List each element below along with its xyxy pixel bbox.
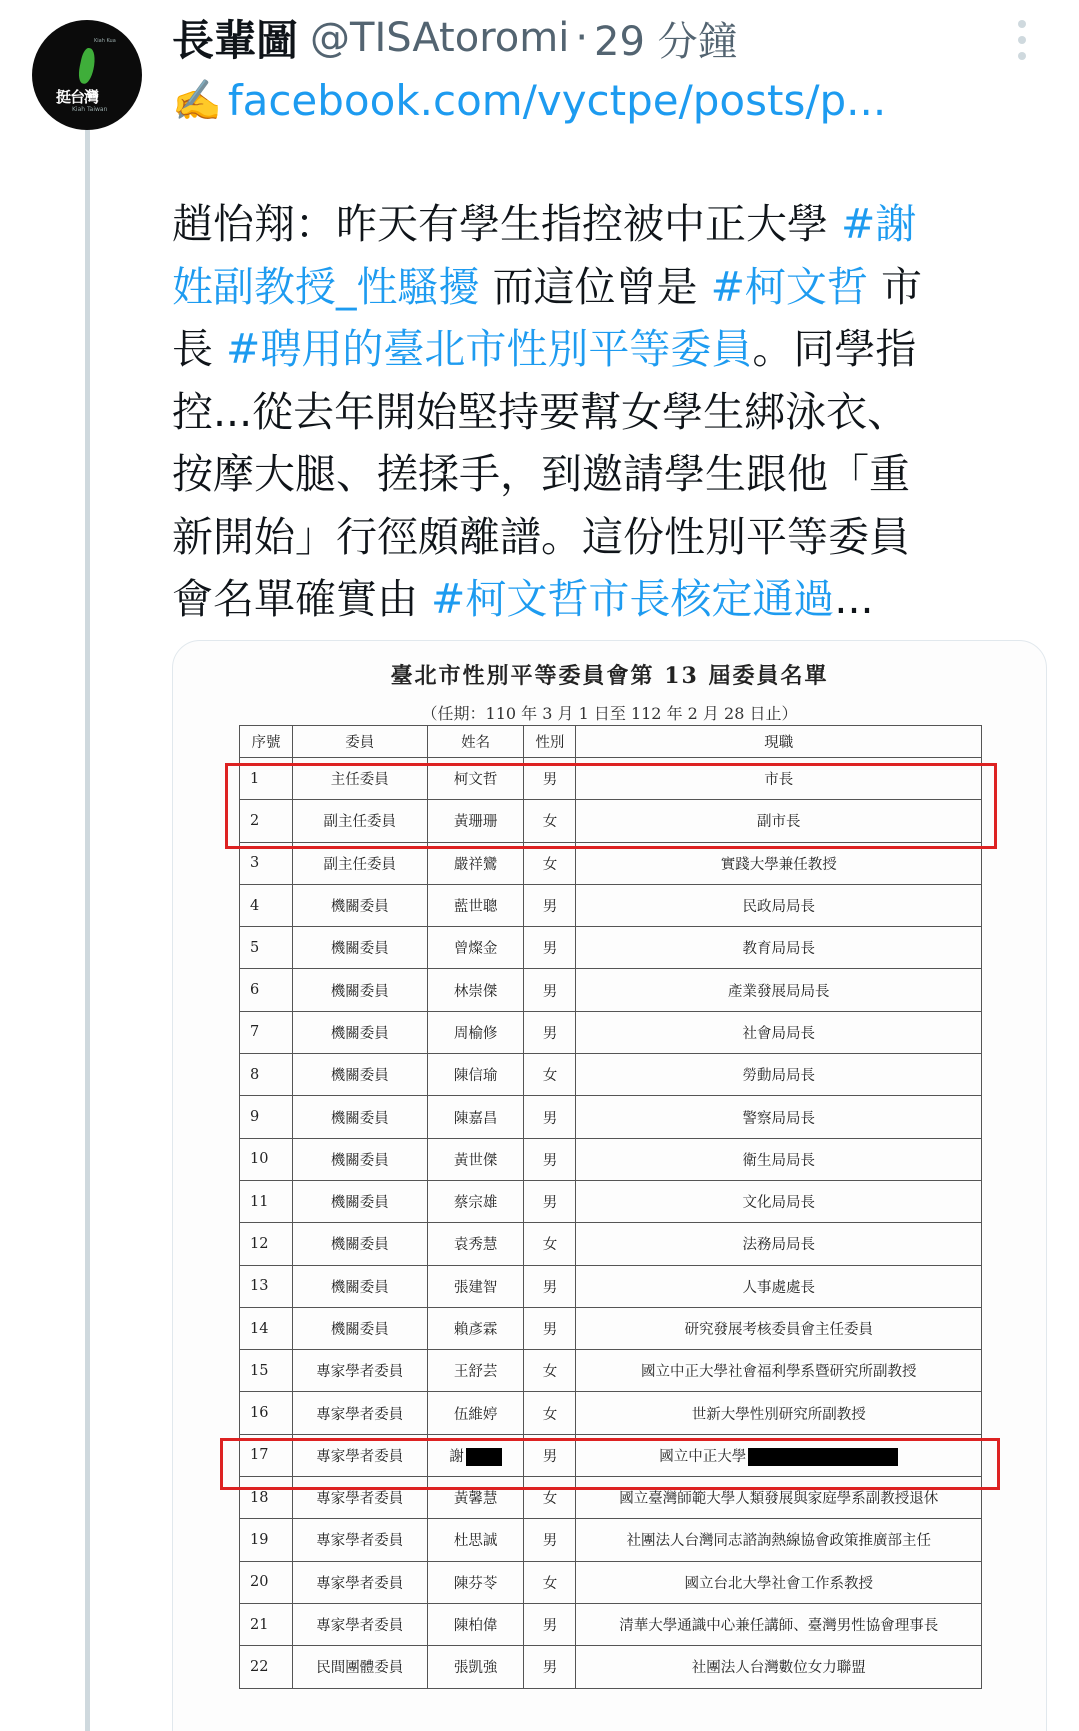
table-cell [240, 1350, 293, 1392]
table-cell-text: 市長 [764, 772, 794, 789]
table-cell-text: 14 [250, 1320, 269, 1337]
table-cell [524, 1392, 576, 1434]
tweet-body-line [172, 318, 1042, 381]
table-cell [292, 1519, 427, 1561]
table-cell [576, 1180, 982, 1222]
table-cell [524, 1223, 576, 1265]
table-cell [240, 884, 293, 926]
table-row [240, 1223, 982, 1265]
table-cell [576, 1054, 982, 1096]
table-cell [240, 1307, 293, 1349]
table-cell-text: 男 [542, 1322, 558, 1338]
table-cell [524, 1011, 576, 1053]
body-text-segment: 會名單確實由 [172, 575, 432, 623]
table-cell [427, 1223, 524, 1265]
table-cell [240, 969, 293, 1011]
table-cell-text: 王舒芸 [453, 1364, 498, 1381]
table-cell [524, 927, 576, 969]
table-cell [292, 1561, 427, 1603]
table-cell [524, 969, 576, 1011]
table-cell [576, 1223, 982, 1265]
link-line [172, 72, 886, 128]
table-cell [524, 1350, 576, 1392]
table-cell [524, 1265, 576, 1307]
table-cell-text: 衛生局局長 [742, 1152, 815, 1169]
table-cell-text: 專家學者委員 [316, 1618, 404, 1635]
hashtag-link[interactable]: #謝 [841, 200, 917, 248]
table-cell-text: 社會局局長 [742, 1025, 815, 1042]
table-cell-text: 曾燦金 [453, 941, 498, 958]
table-cell-text: 陳嘉昌 [453, 1110, 498, 1127]
table-cell-text: 警察局局長 [742, 1110, 815, 1127]
table-cell-text: 13 [250, 1278, 269, 1295]
table-cell [427, 1138, 524, 1180]
table-cell [576, 1138, 982, 1180]
table-cell [240, 1223, 293, 1265]
table-cell-text: 12 [250, 1235, 269, 1252]
table-cell-text: 袁秀慧 [453, 1237, 498, 1254]
tweet-timestamp[interactable]: 29 分鐘 [594, 18, 738, 65]
table-cell [427, 884, 524, 926]
body-text-segment: 長 [172, 325, 227, 373]
table-cell-text: 文化局局長 [742, 1195, 815, 1212]
table-cell [240, 1646, 293, 1688]
table-cell-text: 4 [250, 897, 260, 914]
table-cell-text: 男 [542, 1448, 558, 1465]
table-cell-text: 黃世傑 [453, 1152, 498, 1169]
table-cell [427, 927, 524, 969]
table-cell [292, 1603, 427, 1645]
table-cell-text: 張凱強 [453, 1660, 498, 1677]
table-cell-text: 16 [250, 1405, 269, 1422]
table-cell [524, 1519, 576, 1561]
table-cell-text: 17 [250, 1447, 269, 1464]
table-cell-text: 男 [542, 1660, 558, 1677]
table-cell-text: 22 [250, 1658, 269, 1675]
table-cell-text: 2 [250, 812, 260, 829]
table-cell-text: 機關委員 [330, 1068, 389, 1085]
table-cell-text: 女 [542, 1364, 558, 1381]
table-cell-text: 5 [250, 939, 260, 956]
table-row [240, 1138, 982, 1180]
table-cell [427, 1265, 524, 1307]
tweet-body-line [172, 443, 1042, 506]
table-cell-text: 18 [250, 1489, 269, 1506]
table-cell [292, 1265, 427, 1307]
table-cell [524, 1307, 576, 1349]
table-cell-text: 藍世聰 [453, 899, 498, 916]
table-cell-text: 女 [542, 1491, 558, 1508]
table-cell-text: 陳柏偉 [453, 1618, 498, 1635]
table-cell-text: 專家學者委員 [316, 1364, 404, 1381]
table-cell [292, 1054, 427, 1096]
table-cell [524, 884, 576, 926]
table-cell-text: 陳信瑜 [453, 1068, 498, 1085]
table-cell-text: 專家學者委員 [316, 1406, 404, 1423]
table-cell-text: 法務局局長 [742, 1237, 815, 1254]
table-cell-text: 機關委員 [330, 1195, 389, 1212]
table-cell-text: 7 [250, 1024, 260, 1041]
body-text-segment: 控...從去年開始堅持要幫女學生綁泳衣、 [172, 387, 909, 436]
table-row [240, 969, 982, 1011]
table-cell-text: 社團法人台灣同志諮詢熱線協會政策推廣部主任 [626, 1533, 931, 1550]
table-row [240, 1519, 982, 1561]
body-text-segment: 按摩大腿、搓揉手，到邀請學生跟他「重 [172, 450, 910, 498]
table-cell-text: 民政局局長 [742, 899, 815, 916]
table-cell-text: 女 [542, 1575, 558, 1592]
table-cell-text: 專家學者委員 [316, 1575, 404, 1592]
table-cell-text: 副主任委員 [323, 814, 397, 831]
table-row [240, 1096, 982, 1138]
table-cell [292, 1350, 427, 1392]
avatar-top-text: Kiah Kua [94, 38, 116, 44]
table-cell [427, 1054, 524, 1096]
table-cell [240, 1138, 293, 1180]
hashtag-link[interactable]: #柯文哲 [710, 262, 868, 311]
taiwan-map-icon [76, 47, 97, 85]
table-cell [292, 1307, 427, 1349]
table-cell-text: 女 [542, 1406, 558, 1423]
table-cell-text: 蔡宗雄 [453, 1195, 498, 1212]
table-cell [292, 1180, 427, 1222]
table-cell-text: 機關委員 [330, 1110, 389, 1127]
table-row [240, 1392, 982, 1434]
table-cell-text: 專家學者委員 [316, 1448, 404, 1465]
table-cell-text: 機關委員 [330, 1322, 389, 1338]
table-cell [292, 1646, 427, 1688]
table-cell-text: 研究發展考核委員會主任委員 [684, 1322, 873, 1338]
tweet-header [172, 8, 738, 68]
table-cell-text: 機關委員 [330, 941, 389, 958]
avatar-logo-text: 挺台灣 [56, 88, 99, 106]
table-cell [292, 884, 427, 926]
table-row [240, 1350, 982, 1392]
table-cell-text: 人事處處長 [742, 1279, 815, 1296]
table-cell [427, 1392, 524, 1434]
table-cell-text: 副主任委員 [323, 856, 397, 873]
table-cell-text: 柯文哲 [453, 772, 498, 789]
table-cell [576, 1350, 982, 1392]
table-cell [292, 1011, 427, 1053]
table-row [240, 1561, 982, 1603]
table-cell-text: 男 [542, 983, 558, 1000]
table-cell [524, 1603, 576, 1645]
table-cell-text: 社團法人台灣數位女力聯盟 [691, 1660, 866, 1677]
table-cell [427, 1603, 524, 1645]
table-cell-text: 1 [250, 770, 260, 787]
table-row [240, 1180, 982, 1222]
table-cell-text: 女 [542, 1237, 558, 1254]
highlight-box-accused [220, 1438, 1000, 1490]
table-cell-text: 清華大學通識中心兼任講師、臺灣男性協會理事長 [619, 1618, 939, 1635]
table-cell [292, 969, 427, 1011]
table-cell [576, 969, 982, 1011]
table-cell-text: 11 [250, 1193, 269, 1210]
table-row [240, 1307, 982, 1349]
table-cell [576, 1603, 982, 1645]
table-cell-text: 張建智 [453, 1279, 498, 1296]
table-cell-text: 男 [542, 1279, 558, 1296]
table-cell-text: 民間團體委員 [316, 1660, 404, 1677]
table-cell [524, 1561, 576, 1603]
table-cell-text: 6 [250, 982, 260, 999]
tweet-body-line [172, 193, 1042, 256]
table-cell [524, 1180, 576, 1222]
table-row [240, 1054, 982, 1096]
table-cell-text: 教育局局長 [742, 941, 815, 958]
hashtag-link[interactable]: #聘用的臺北市性別平等委員 [226, 325, 753, 373]
table-cell-text: 8 [250, 1066, 260, 1083]
table-cell-text: 機關委員 [330, 983, 389, 1000]
table-cell [576, 927, 982, 969]
table-cell-text: 男 [542, 772, 558, 789]
table-header-cell: 序號 [240, 726, 293, 758]
table-cell [427, 1519, 524, 1561]
table-cell [427, 1096, 524, 1138]
table-cell-text: 男 [542, 1195, 558, 1212]
table-cell-text: 產業發展局局長 [727, 983, 830, 1000]
body-text-segment: ... [834, 575, 874, 623]
highlight-box-mayor [225, 763, 997, 849]
table-cell-text: 嚴祥鸞 [453, 856, 498, 873]
table-cell-text: 專家學者委員 [316, 1533, 404, 1550]
table-cell [240, 1561, 293, 1603]
tweet-body-line [172, 506, 1042, 569]
table-cell [427, 1180, 524, 1222]
table-row [240, 884, 982, 926]
table-cell-text: 機關委員 [330, 899, 389, 916]
table-cell-text: 女 [542, 856, 558, 873]
table-cell-text: 伍維婷 [453, 1406, 498, 1423]
table-cell-text: 機關委員 [330, 1279, 389, 1296]
table-cell [240, 927, 293, 969]
table-cell-text: 9 [250, 1109, 260, 1126]
body-text-segment: 而這位曾是 [479, 262, 711, 311]
tweet-body-line [172, 256, 1042, 319]
body-text-segment: 新開始」行徑頗離譜。這份性別平等委員 [172, 512, 910, 561]
tweet-body-line [172, 568, 1042, 631]
table-cell-text: 男 [542, 1110, 558, 1127]
table-cell [427, 1646, 524, 1688]
table-cell [576, 1561, 982, 1603]
table-cell-text: 3 [250, 855, 260, 872]
more-options-icon[interactable] [1016, 20, 1028, 60]
table-cell-text: 男 [542, 941, 558, 958]
table-cell-text: 國立中正大學社會福利學系暨研究所副教授 [640, 1364, 917, 1381]
table-header-cell: 現職 [576, 726, 982, 758]
user-handle[interactable]: @TISAtoromi [310, 15, 570, 61]
table-cell [240, 1011, 293, 1053]
table-cell [240, 1096, 293, 1138]
table-cell-text: 專家學者委員 [316, 1491, 404, 1508]
table-row [240, 1646, 982, 1688]
hashtag-link[interactable]: #柯文哲市長核定通過 [431, 575, 835, 623]
table-cell [524, 1054, 576, 1096]
table-cell-text: 周榆修 [453, 1025, 498, 1042]
table-cell-text: 國立台北大學社會工作系教授 [684, 1575, 873, 1592]
table-cell [427, 1350, 524, 1392]
table-cell-text: 黃馨慧 [453, 1491, 498, 1508]
table-cell [292, 927, 427, 969]
table-cell-text: 19 [250, 1531, 269, 1548]
table-cell-text: 林崇傑 [453, 983, 498, 1000]
facebook-link[interactable]: facebook.com/vyctpe/posts/p... [227, 75, 887, 125]
thread-connector-line [85, 126, 90, 1731]
table-cell [240, 1054, 293, 1096]
table-cell [240, 1392, 293, 1434]
table-header-cell: 性別 [524, 726, 576, 758]
table-row [240, 1265, 982, 1307]
table-cell-text: 實踐大學兼任教授 [720, 856, 837, 873]
table-cell-text: 男 [542, 1152, 558, 1169]
document-subtitle: （任期：110 年 3 月 1 日至 112 年 2 月 28 日止） [421, 704, 798, 723]
table-cell-text: 15 [250, 1362, 269, 1379]
table-cell-text: 杜思誠 [453, 1533, 498, 1550]
avatar[interactable] [32, 20, 142, 130]
table-cell [576, 1011, 982, 1053]
table-cell [240, 1519, 293, 1561]
table-cell-text: 勞動局局長 [742, 1068, 815, 1085]
table-cell-text: 世新大學性別研究所副教授 [691, 1406, 866, 1423]
table-cell [240, 1265, 293, 1307]
table-row [240, 927, 982, 969]
table-cell [427, 969, 524, 1011]
table-row [240, 1011, 982, 1053]
table-cell [524, 1096, 576, 1138]
table-cell [576, 1265, 982, 1307]
table-cell [240, 1180, 293, 1222]
table-cell [292, 1096, 427, 1138]
table-row [240, 1603, 982, 1645]
table-cell [576, 1519, 982, 1561]
body-text-segment: 。同學指 [752, 325, 917, 373]
table-cell-text: 黃珊珊 [453, 814, 498, 831]
table-cell-text: 賴彥霖 [453, 1322, 498, 1338]
table-cell [576, 1392, 982, 1434]
table-header-cell: 姓名 [427, 726, 524, 758]
body-text-segment: 市 [867, 262, 922, 311]
table-cell [292, 1138, 427, 1180]
header-separator: · [575, 15, 589, 61]
committee-roster-table [239, 725, 982, 1689]
table-cell-text: 男 [542, 1618, 558, 1635]
table-cell-text: 男 [542, 1533, 558, 1550]
table-cell [576, 1307, 982, 1349]
table-cell [427, 1307, 524, 1349]
table-cell-text: 副市長 [756, 814, 801, 831]
table-cell [427, 1011, 524, 1053]
hashtag-link[interactable]: 姓副教授_性騷擾 [172, 262, 480, 311]
document-title: 臺北市性別平等委員會第 13 屆委員名單 [390, 663, 829, 689]
table-cell-text: 機關委員 [330, 1237, 389, 1254]
table-cell-text: 謝 [449, 1448, 464, 1465]
table-cell-text: 機關委員 [330, 1025, 389, 1042]
table-cell-text: 男 [542, 1025, 558, 1042]
table-cell-text: 女 [542, 1068, 558, 1085]
table-cell-text: 女 [542, 814, 558, 831]
tweet-body [172, 193, 1042, 631]
body-text-segment: 趙怡翔：昨天有學生指控被中正大學 [172, 200, 842, 248]
tweet-body-line [172, 381, 1042, 444]
table-cell-text: 21 [250, 1616, 269, 1633]
display-name[interactable]: 長輩圖 [172, 16, 299, 65]
table-cell-text: 陳芬苓 [453, 1575, 498, 1592]
table-cell [292, 1392, 427, 1434]
table-cell [576, 1646, 982, 1688]
table-cell [240, 1603, 293, 1645]
table-cell-text: 主任委員 [330, 772, 389, 789]
table-cell-text: 20 [250, 1574, 269, 1591]
table-cell-text: 國立中正大學 [659, 1448, 747, 1465]
table-cell [292, 1223, 427, 1265]
attached-image[interactable] [172, 640, 1047, 1731]
table-cell [524, 1646, 576, 1688]
table-cell-text: 男 [542, 899, 558, 916]
table-cell [427, 1561, 524, 1603]
avatar-logo-subtext: Kiah Taiwan [72, 106, 108, 113]
table-cell-text: 10 [250, 1151, 269, 1168]
writing-hand-icon: ✍️ [172, 77, 222, 124]
table-header-cell: 委員 [292, 726, 427, 758]
table-cell-text: 國立臺灣師範大學人類發展與家庭學系副教授退休 [619, 1491, 939, 1508]
table-cell [524, 1138, 576, 1180]
table-cell [576, 884, 982, 926]
table-cell [576, 1096, 982, 1138]
table-cell-text: 機關委員 [330, 1152, 389, 1169]
